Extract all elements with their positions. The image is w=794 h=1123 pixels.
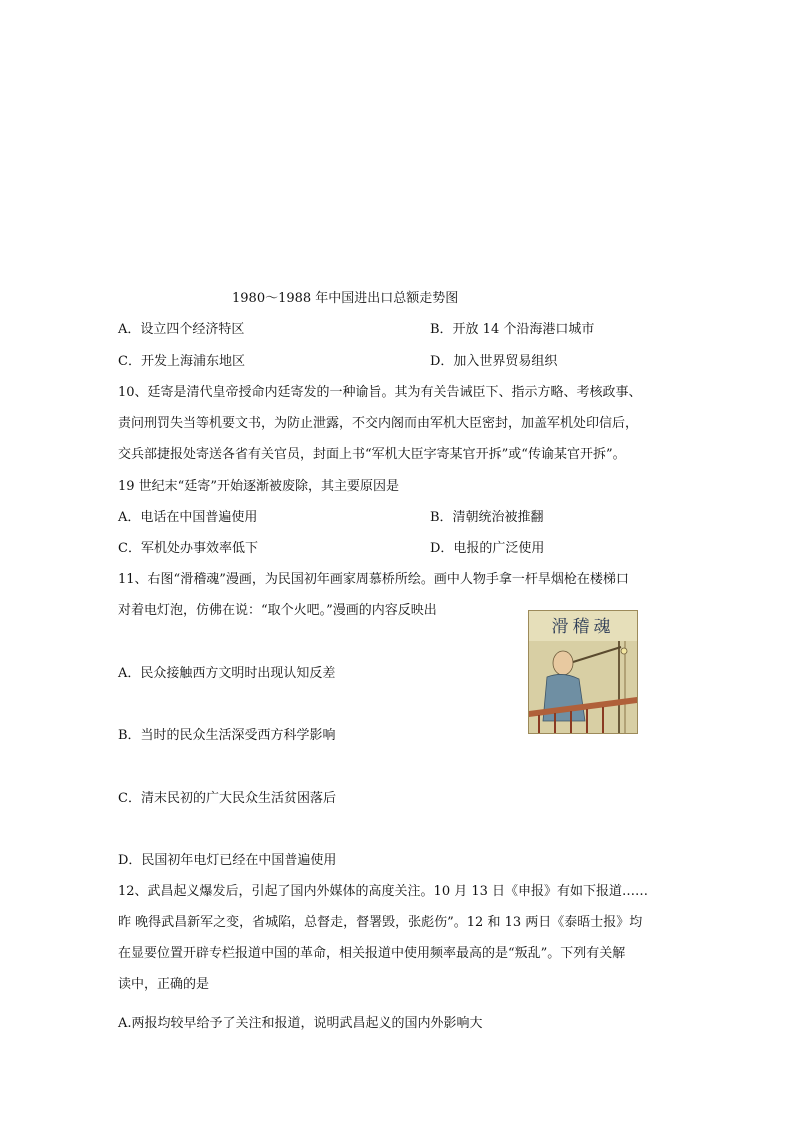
q11-option-a: A．民众接触西方文明时出现认知反差 (118, 666, 336, 681)
q10-stem-line-3: 交兵部捷报处寄送各省有关官员，封面上书“军机大臣字寄某官开拆”或“传谕某官开拆”。 (118, 447, 626, 462)
q11-stem-line-2: 对着电灯泡，仿佛在说：“取个火吧。”漫画的内容反映出 (118, 603, 437, 618)
q10-stem-line-4: 19 世纪末“廷寄”开始逐渐被废除，其主要原因是 (118, 479, 399, 494)
q9-option-b: B．开放 14 个沿海港口城市 (430, 322, 595, 337)
q9-option-a: A．设立四个经济特区 (118, 322, 245, 337)
q12-option-a: A.两报均较早给予了关注和报道，说明武昌起义的国内外影响大 (118, 1016, 483, 1031)
q10-option-a: A．电话在中国普遍使用 (118, 510, 258, 525)
q10-option-c: C．军机处办事效率低下 (118, 541, 258, 556)
q10-stem-line-1: 10、廷寄是清代皇帝授命内廷寄发的一种谕旨。其为有关告诫臣下、指示方略、考核政事、 (118, 385, 642, 400)
q12-stem-line-3: 在显要位置开辟专栏报道中国的革命，相关报道中使用频率最高的是“叛乱”。下列有关解 (118, 946, 626, 961)
q9-option-d: D．加入世界贸易组织 (430, 354, 558, 369)
q10-option-d: D．电报的广泛使用 (430, 541, 545, 556)
q10-option-b: B．清朝统治被推翻 (430, 510, 544, 525)
q10-stem-line-2: 责问刑罚失当等机要文书，为防止泄露，不交内阁而由军机大臣密封，加盖军机处印信后， (118, 416, 639, 431)
q11-stem-line-1: 11、右图“滑稽魂”漫画，为民国初年画家周慕桥所绘。画中人物手拿一杆旱烟枪在楼梯口 (118, 572, 629, 587)
q9-option-c: C．开发上海浦东地区 (118, 354, 245, 369)
chart-caption: 1980～1988 年中国进出口总额走势图 (232, 291, 459, 306)
cartoon-image (528, 610, 638, 734)
cartoon-title: 滑稽魂 (551, 617, 615, 637)
q11-option-d: D．民国初年电灯已经在中国普遍使用 (118, 853, 337, 868)
q11-option-b: B．当时的民众生活深受西方科学影响 (118, 728, 336, 743)
q12-stem-line-2: 昨 晚得武昌新军之变，省城陷，总督走，督署毁，张彪伤”。12 和 13 两日《泰晤士报》均 (118, 915, 643, 930)
q11-option-c: C．清末民初的广大民众生活贫困落后 (118, 791, 336, 806)
q12-stem-line-1: 12、武昌起义爆发后，引起了国内外媒体的高度关注。10 月 13 日《申报》有如下报道…… (118, 884, 649, 899)
q12-stem-line-4: 读中，正确的是 (118, 977, 210, 992)
